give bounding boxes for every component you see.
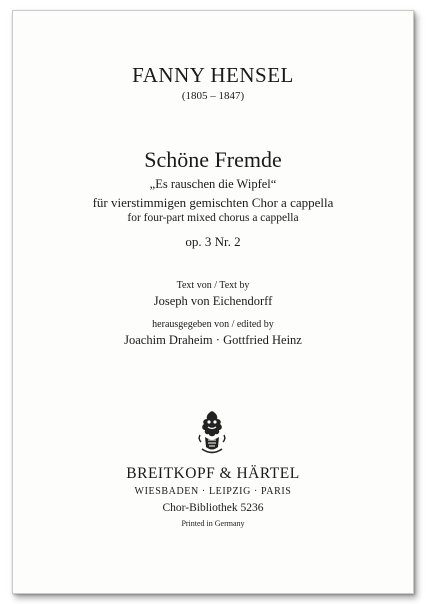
description-english: for four-part mixed chorus a cappella (127, 212, 299, 224)
publisher-emblem-icon (196, 409, 228, 457)
text-by-label: Text von / Text by (176, 280, 250, 291)
score-cover-page (12, 10, 414, 594)
opus-number: op. 3 Nr. 2 (185, 234, 241, 249)
publisher-name: BREITKOPF & HÄRTEL (126, 465, 300, 482)
publisher-cities: WIESBADEN · LEIPZIG · PARIS (134, 486, 292, 497)
catalog-number: Chor-Bibliothek 5236 (162, 502, 264, 514)
printed-in: Printed in Germany (181, 519, 245, 528)
composer-dates: (1805 – 1847) (181, 90, 245, 102)
work-title: Schöne Fremde (144, 147, 282, 172)
work-subtitle: „Es rauschen die Wipfel“ (149, 177, 277, 191)
edited-by-label: herausgegeben von / edited by (152, 319, 274, 330)
composer-name: FANNY HENSEL (132, 63, 294, 87)
description-german: für vierstimmigen gemischten Chor a cappella (92, 195, 334, 210)
editor-names: Joachim Draheim · Gottfried Heinz (124, 333, 302, 347)
text-author: Joseph von Eichendorff (153, 294, 273, 308)
